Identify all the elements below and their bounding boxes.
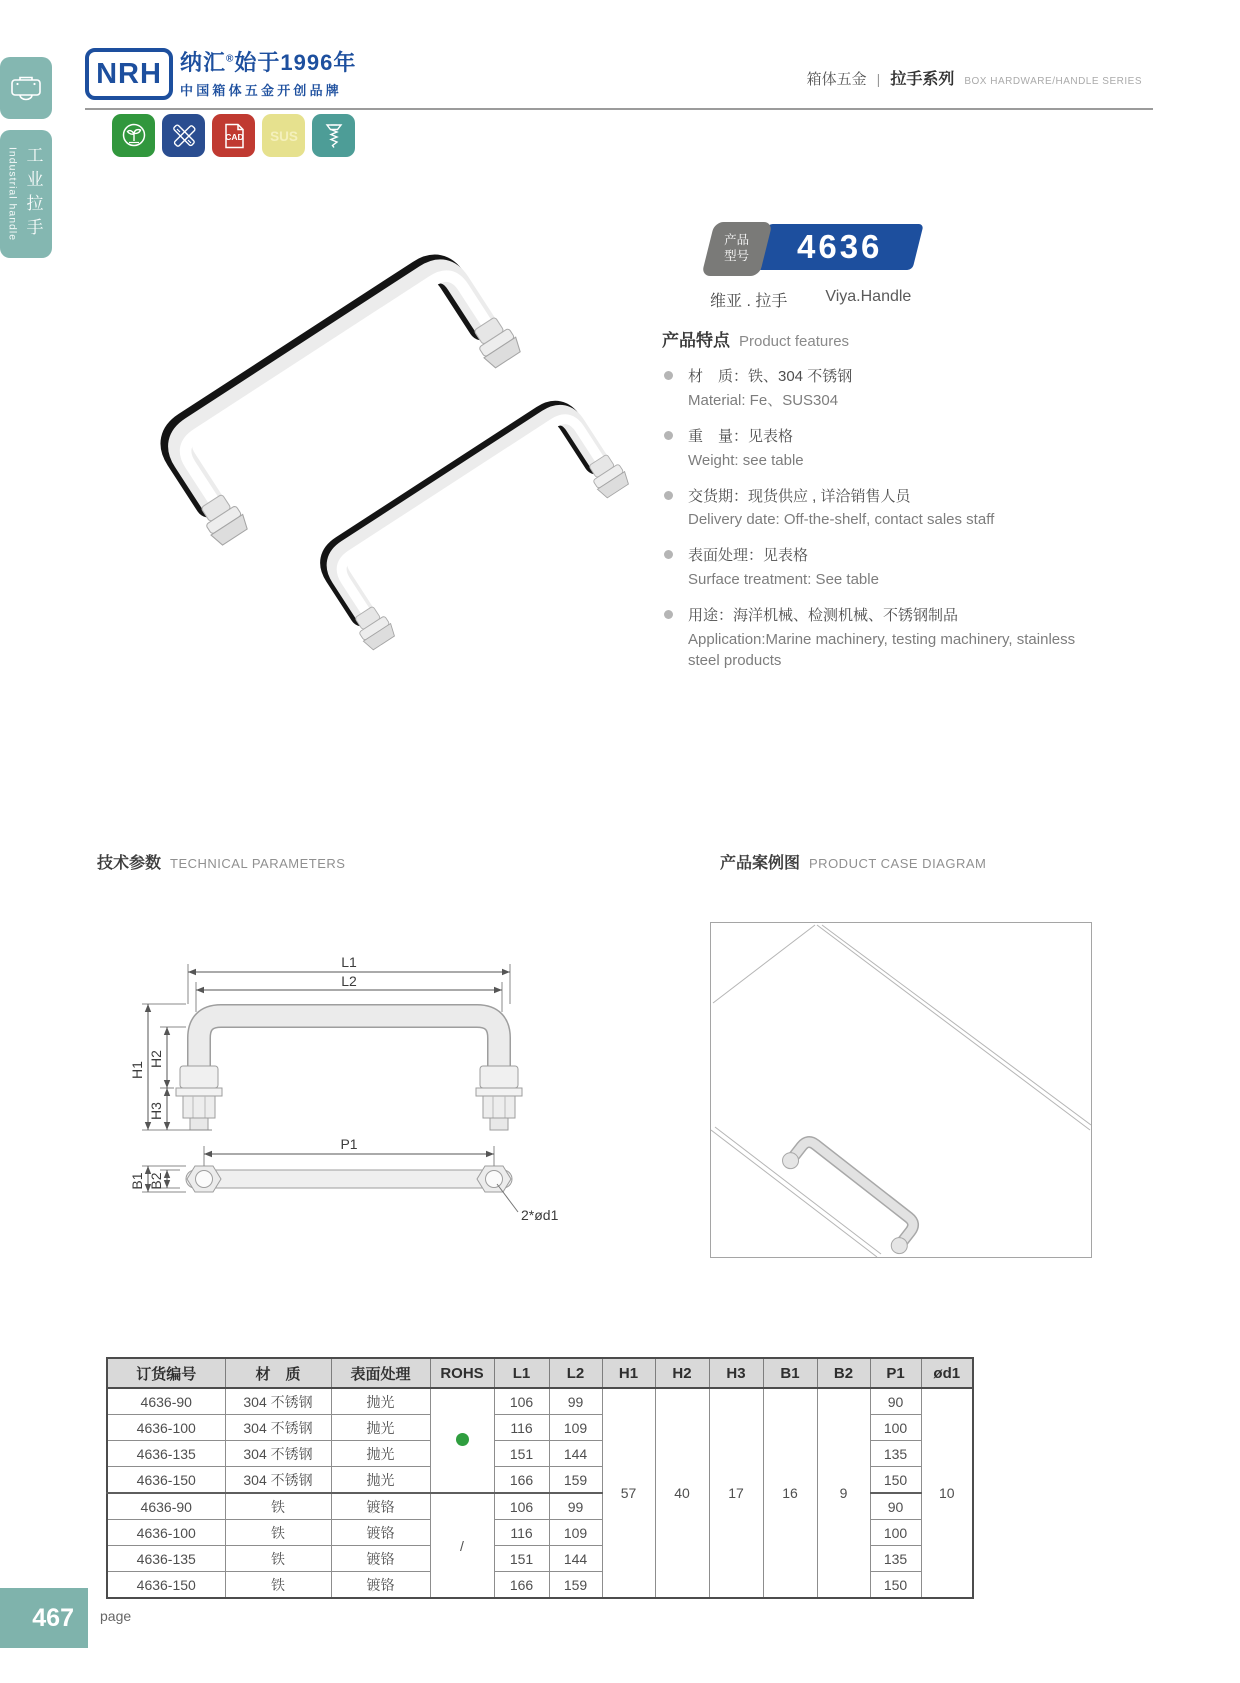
feature-text-en: Surface treatment: See table (688, 571, 879, 588)
column-header: 订货编号 (107, 1358, 225, 1388)
clamp-right (476, 1066, 522, 1130)
feature-text-cn: 材 质：铁、304 不锈钢 (688, 368, 853, 385)
feature-item (662, 486, 1098, 531)
cad-icon (212, 114, 255, 157)
column-header: L1 (494, 1358, 549, 1388)
product-features (662, 326, 1098, 671)
features-title-cn: 产品特点 (662, 331, 730, 350)
sus-icon (262, 114, 305, 157)
table-cell: 40 (655, 1388, 709, 1598)
feature-text-en: Material: Fe、SUS304 (688, 391, 839, 409)
svg-text:B2: B2 (148, 1172, 164, 1190)
svg-text:P1: P1 (340, 1136, 358, 1152)
table-cell: 铁 (225, 1546, 331, 1572)
table-cell: 4636-135 (107, 1546, 225, 1572)
table-cell: 90 (870, 1493, 921, 1520)
table-header-row (107, 1358, 973, 1388)
svg-text:CAD: CAD (224, 131, 244, 142)
table-cell: 116 (494, 1415, 549, 1441)
model-tag-text: 产品 型号 (724, 233, 750, 263)
cert-icons-row (112, 114, 355, 157)
table-cell: 铁 (225, 1520, 331, 1546)
product-case-diagram (710, 922, 1092, 1258)
table-cell: 151 (494, 1441, 549, 1467)
column-header: ROHS (430, 1358, 494, 1388)
table-cell: 4636-150 (107, 1572, 225, 1599)
table-cell: 99 (549, 1493, 602, 1520)
table-cell: 106 (494, 1388, 549, 1415)
table-cell: 抛光 (331, 1441, 430, 1467)
svg-text:L2: L2 (341, 973, 357, 989)
case-latch-icon (10, 74, 42, 102)
svg-text:B1: B1 (129, 1172, 145, 1190)
table-cell: 166 (494, 1572, 549, 1599)
case-handle-sketch (779, 1134, 923, 1257)
screw-icon (312, 114, 355, 157)
table-cell: 150 (870, 1572, 921, 1599)
table-cell: 铁 (225, 1572, 331, 1599)
column-header: B1 (763, 1358, 817, 1388)
header-divider: | (876, 71, 881, 87)
brand-slogan: 纳汇®始于1996年 (180, 50, 357, 75)
table-row (107, 1388, 973, 1415)
table-cell: 4636-90 (107, 1388, 225, 1415)
table-cell: 16 (763, 1388, 817, 1598)
table-cell: 4636-90 (107, 1493, 225, 1520)
sidebar-label-cn: 工业拉手 (23, 146, 43, 242)
sidebar-section-tab (0, 130, 52, 258)
brand-logo-text: NRH (96, 57, 162, 90)
svg-text:SUS: SUS (269, 128, 298, 144)
table-cell: 144 (549, 1441, 602, 1467)
table-cell: 159 (549, 1467, 602, 1494)
table-cell: 151 (494, 1546, 549, 1572)
feature-text-cn: 重 量：见表格 (688, 427, 794, 445)
bullet-dot-icon (664, 610, 673, 619)
product-photo (118, 188, 630, 674)
bullet-dot-icon (664, 491, 673, 500)
column-header: ød1 (921, 1358, 973, 1388)
product-names (710, 288, 911, 311)
svg-text:L1: L1 (341, 954, 357, 970)
table-cell: 4636-100 (107, 1415, 225, 1441)
column-header: P1 (870, 1358, 921, 1388)
page-label: page (100, 1608, 132, 1624)
table-cell: 镀铬 (331, 1546, 430, 1572)
rohs-cell (430, 1388, 494, 1493)
table-cell: 109 (549, 1520, 602, 1546)
feature-text-en: Application:Marine machinery, testing machinery, stainless steel products (688, 630, 1076, 669)
page-number: 467 (32, 1603, 74, 1632)
svg-text:H2: H2 (148, 1050, 164, 1068)
table-cell: 304 不锈钢 (225, 1467, 331, 1494)
table-cell: 135 (870, 1441, 921, 1467)
table-cell: 17 (709, 1388, 763, 1598)
column-header: H2 (655, 1358, 709, 1388)
features-title-en: Product features (739, 333, 850, 350)
table-cell: 106 (494, 1493, 549, 1520)
bullet-dot-icon (664, 431, 673, 440)
column-header: L2 (549, 1358, 602, 1388)
table-cell: 抛光 (331, 1415, 430, 1441)
table-cell: 144 (549, 1546, 602, 1572)
svg-text:H1: H1 (129, 1061, 145, 1079)
tech-section-title: 技术参数 TECHNICAL PARAMETERS (97, 855, 346, 872)
header-rule (85, 108, 1153, 110)
clamp-left (176, 1066, 222, 1130)
table-cell: 109 (549, 1415, 602, 1441)
table-cell: 57 (602, 1388, 655, 1598)
table-cell: 116 (494, 1520, 549, 1546)
features-title (662, 326, 1098, 351)
svg-text:2*ød1: 2*ød1 (521, 1207, 559, 1223)
model-number: 4636 (797, 228, 883, 265)
tools-icon (162, 114, 205, 157)
feature-item (662, 426, 1098, 471)
bullet-dot-icon (664, 371, 673, 380)
column-header: 表面处理 (331, 1358, 430, 1388)
feature-item (662, 605, 1098, 671)
features-list (662, 366, 1098, 671)
feature-text-cn: 用途：海洋机械、检测机械、不锈钢制品 (688, 607, 959, 624)
header-series-en: BOX HARDWARE/HANDLE SERIES (964, 76, 1142, 87)
rohs-pass-dot-icon (456, 1433, 469, 1446)
product-name-en: Viya.Handle (825, 288, 912, 305)
table-cell: 10 (921, 1388, 973, 1598)
table-cell: 镀铬 (331, 1493, 430, 1520)
brand-subtitle: 中国箱体五金开创品牌 (180, 83, 343, 98)
product-name-cn: 维亚 . 拉手 (710, 293, 788, 310)
technical-drawing (100, 890, 580, 1235)
table-cell: 166 (494, 1467, 549, 1494)
sidebar-category-tab (0, 57, 52, 119)
rohs-cell: / (430, 1493, 494, 1598)
column-header: H1 (602, 1358, 655, 1388)
table-cell: 304 不锈钢 (225, 1388, 331, 1415)
bullet-dot-icon (664, 550, 673, 559)
table-cell: 90 (870, 1388, 921, 1415)
table-cell: 100 (870, 1415, 921, 1441)
table-cell: 铁 (225, 1493, 331, 1520)
column-header: H3 (709, 1358, 763, 1388)
header-category: 箱体五金 (806, 71, 867, 88)
table-cell: 99 (549, 1388, 602, 1415)
eco-icon (112, 114, 155, 157)
page-number-badge (0, 1588, 88, 1648)
table-cell: 4636-150 (107, 1467, 225, 1494)
table-cell: 抛光 (331, 1388, 430, 1415)
feature-item (662, 545, 1098, 590)
case-section-title: 产品案例图 PRODUCT CASE DIAGRAM (720, 855, 987, 872)
table-cell: 镀铬 (331, 1572, 430, 1599)
table-cell: 100 (870, 1520, 921, 1546)
column-header: 材 质 (225, 1358, 331, 1388)
feature-text-en: Delivery date: Off-the-shelf, contact sales staff (688, 511, 995, 529)
table-cell: 159 (549, 1572, 602, 1599)
feature-text-cn: 表面处理：见表格 (688, 547, 809, 565)
svg-text:H3: H3 (148, 1102, 164, 1120)
table-cell: 304 不锈钢 (225, 1415, 331, 1441)
table-cell: 9 (817, 1388, 870, 1598)
table-cell: 抛光 (331, 1467, 430, 1494)
brand-logo (85, 48, 173, 100)
model-number-banner (756, 224, 923, 270)
feature-text-cn: 交货期：现货供应 , 详洽销售人员 (688, 487, 911, 505)
table-cell: 4636-135 (107, 1441, 225, 1467)
table-cell: 150 (870, 1467, 921, 1494)
series-header (807, 66, 1142, 89)
sidebar-label-en: Industrial handle (6, 146, 19, 242)
table-cell: 镀铬 (331, 1520, 430, 1546)
spec-table (106, 1357, 974, 1599)
table-cell: 4636-100 (107, 1520, 225, 1546)
column-header: B2 (817, 1358, 870, 1388)
table-cell: 304 不锈钢 (225, 1441, 331, 1467)
brand-text (180, 46, 356, 99)
header-series: 拉手系列 (890, 71, 955, 88)
table-cell: 135 (870, 1546, 921, 1572)
feature-text-en: Weight: see table (688, 451, 804, 469)
feature-item (662, 366, 1098, 411)
